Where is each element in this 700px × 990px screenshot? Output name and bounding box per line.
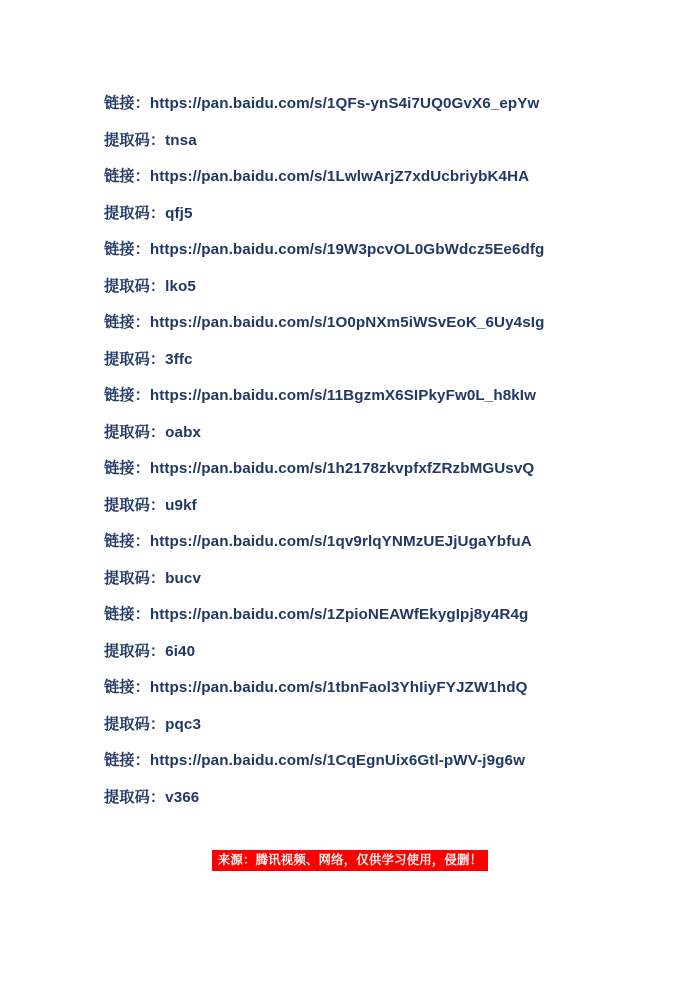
extract-code-6: 提取码：u9kf — [104, 496, 197, 514]
extract-code-2: 提取码：qfj5 — [104, 204, 193, 222]
share-link-8[interactable]: 链接：https://pan.baidu.com/s/1ZpioNEAWfEkygIpj8y4R4g — [104, 606, 529, 623]
extract-code-4: 提取码：3ffc — [104, 350, 193, 368]
extract-code-5: 提取码：oabx — [104, 423, 201, 441]
extract-code-7: 提取码：bucv — [104, 569, 201, 587]
share-link-10[interactable]: 链接：https://pan.baidu.com/s/1CqEgnUix6Gtl-pWV-j9g6w — [104, 752, 525, 769]
share-link-3[interactable]: 链接：https://pan.baidu.com/s/19W3pcvOL0GbWdcz5Ee6dfg — [104, 241, 545, 258]
share-link-6[interactable]: 链接：https://pan.baidu.com/s/1h2178zkvpfxfZRzbMGUsvQ — [104, 460, 535, 477]
extract-code-1: 提取码：tnsa — [104, 131, 197, 149]
share-link-4[interactable]: 链接：https://pan.baidu.com/s/1O0pNXm5iWSvEoK_6Uy4sIg — [104, 314, 545, 331]
share-link-2[interactable]: 链接：https://pan.baidu.com/s/1LwlwArjZ7xdUcbriybK4HA — [104, 168, 530, 185]
share-link-9[interactable]: 链接：https://pan.baidu.com/s/1tbnFaol3YhIiyFYJZW1hdQ — [104, 679, 528, 696]
extract-code-3: 提取码：lko5 — [104, 277, 196, 295]
share-link-1[interactable]: 链接：https://pan.baidu.com/s/1QFs-ynS4i7UQ0GvX6_epYw — [104, 95, 540, 112]
extract-code-9: 提取码：pqc3 — [104, 715, 201, 733]
extract-code-8: 提取码：6i40 — [104, 642, 196, 660]
share-link-5[interactable]: 链接：https://pan.baidu.com/s/11BgzmX6SIPkyFw0L_h8kIw — [104, 387, 537, 404]
source-disclaimer-badge: 来源：腾讯视频、网络，仅供学习使用，侵删！ — [212, 850, 488, 871]
extract-code-10: 提取码：v366 — [104, 788, 200, 806]
link-list — [104, 86, 604, 816]
source-footer — [0, 850, 700, 871]
share-link-7[interactable]: 链接：https://pan.baidu.com/s/1qv9rlqYNMzUEJjUgaYbfuA — [104, 533, 532, 550]
